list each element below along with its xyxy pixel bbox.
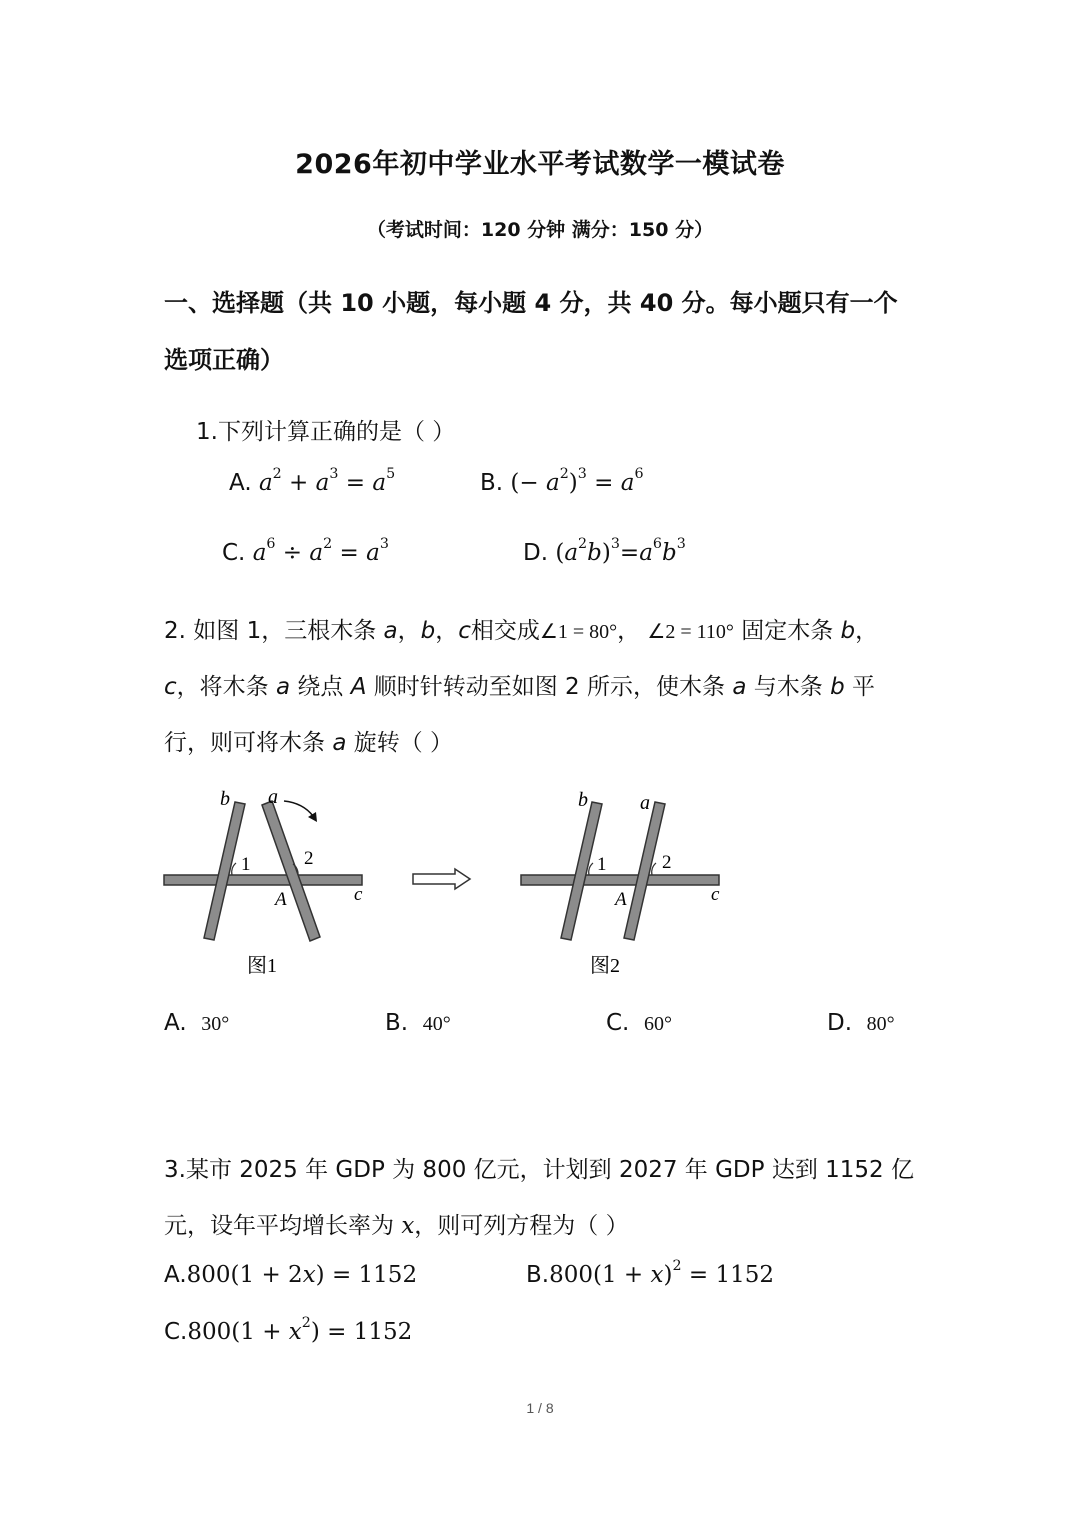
text: ，: [855, 618, 879, 644]
label-b: b: [220, 788, 230, 810]
label-a: a: [268, 786, 278, 808]
option-value: 80°: [866, 1013, 895, 1035]
var-c: c: [164, 674, 177, 700]
transform-arrow: [413, 869, 470, 889]
label-c: c: [354, 884, 363, 905]
q1-option-a: [229, 465, 396, 496]
figure-1-caption: 图1: [247, 955, 277, 977]
q2-line3: [164, 724, 453, 757]
q2-line1: [164, 612, 878, 645]
text: ，: [397, 618, 421, 644]
var-a: a: [732, 674, 747, 700]
page-number: 1 / 8: [526, 1400, 554, 1416]
angle-1-arc: [589, 863, 593, 875]
q2-figures: [0, 780, 1080, 990]
q2-option-b: [385, 1010, 451, 1036]
angle-2-arc: [652, 863, 656, 875]
q2-line2: [164, 668, 875, 701]
var-x: x: [401, 1213, 415, 1239]
option-label: B.: [480, 470, 504, 496]
stick-b: [204, 802, 245, 940]
q2-option-d: [827, 1010, 895, 1036]
math-expr: $a^6 \div a^2 = a^3$: [252, 535, 389, 566]
exam-title: 2026年初中学业水平考试数学一模试卷: [295, 149, 785, 180]
label-point-A: A: [275, 889, 287, 910]
q2-option-a: [164, 1010, 229, 1036]
stick-a: [262, 801, 320, 941]
var-c: c: [458, 618, 471, 644]
var-a: a: [383, 618, 398, 644]
text: 绕点: [290, 674, 351, 700]
math-expr: $(a^2b)^3=a^6b^3$: [555, 535, 686, 566]
section-heading-cont: 选项正确）: [164, 346, 284, 374]
var-a: a: [275, 674, 291, 700]
figure-2-caption: 图2: [590, 955, 620, 977]
label-a: a: [640, 792, 650, 814]
option-value: 30°: [201, 1013, 230, 1035]
option-label: C.: [164, 1319, 188, 1345]
text: 与木条: [746, 674, 831, 700]
stick-c: [164, 875, 362, 885]
option-label: D.: [523, 540, 549, 566]
q3-option-a: [164, 1262, 417, 1288]
right-arrow-icon: [413, 869, 470, 889]
text: 相交成: [470, 618, 540, 644]
label-point-A: A: [615, 889, 627, 910]
stick-b: [561, 802, 602, 940]
math-expr: (− $a^2)^3 = a^6$: [510, 465, 644, 496]
math-expr: $800(1 + x)^2 = 1152$: [549, 1257, 774, 1288]
option-label: A.: [164, 1010, 187, 1036]
option-value: 60°: [644, 1013, 672, 1035]
text: 元，设年平均增长率为: [164, 1213, 402, 1239]
option-label: A.: [164, 1262, 187, 1288]
text: ，: [617, 618, 648, 644]
text: 2. 如图 1，三根木条: [164, 618, 384, 644]
option-label: A.: [229, 470, 252, 496]
label-angle-1: 1: [597, 854, 607, 875]
q2-option-c: [606, 1010, 672, 1036]
label-angle-1: 1: [241, 854, 251, 875]
text: 固定木条: [733, 618, 841, 644]
point-A: A: [350, 674, 367, 700]
math-expr: $800(1 + x^2) = 1152$: [187, 1314, 413, 1345]
q1-stem: 1.下列计算正确的是（ ）: [196, 419, 456, 445]
option-label: C.: [606, 1010, 630, 1036]
var-a: a: [332, 730, 347, 756]
angle-1-value: ∠1 = 80°: [539, 621, 618, 643]
option-label: D.: [827, 1010, 853, 1036]
text: 顺时针转动至如图 2 所示，使木条: [366, 674, 733, 700]
q3-line1: 3.某市 2025 年 GDP 为 800 亿元，计划到 2027 年 GDP 达到 1152 亿: [164, 1157, 914, 1183]
figure-2: [521, 789, 720, 977]
q1-option-d: [523, 535, 686, 566]
option-label: B.: [385, 1010, 409, 1036]
rotation-arrow: [284, 801, 313, 816]
label-angle-2: 2: [662, 852, 672, 873]
section-heading: 一、选择题（共 10 小题，每小题 4 分，共 40 分。每小题只有一个: [164, 289, 898, 317]
text: 旋转（ ）: [346, 730, 454, 756]
q3-line2: [164, 1207, 629, 1240]
option-label: B.: [526, 1262, 550, 1288]
text: ，: [435, 618, 459, 644]
text: ，则可列方程为（ ）: [414, 1213, 629, 1239]
exam-info: （考试时间：120 分钟 满分：150 分）: [366, 219, 714, 241]
math-expr: $a^2 + a^3 = a^5$: [258, 465, 396, 496]
q1-option-b: [480, 465, 644, 496]
text: ，将木条: [176, 674, 276, 700]
text: 行，则可将木条: [164, 730, 333, 756]
var-b: b: [830, 674, 845, 700]
rotation-arrowhead: [308, 812, 317, 822]
label-b: b: [578, 789, 588, 811]
text: 平: [844, 674, 875, 700]
var-b: b: [420, 618, 436, 644]
option-value: 40°: [422, 1013, 451, 1035]
var-b: b: [840, 618, 856, 644]
q1-option-c: [222, 535, 389, 566]
stick-a: [624, 802, 665, 940]
q3-option-b: [526, 1257, 774, 1288]
angle-2-value: ∠2 = 110°: [647, 621, 734, 643]
option-label: C.: [222, 540, 246, 566]
label-angle-2: 2: [304, 848, 314, 869]
stick-c: [521, 875, 719, 885]
label-c: c: [711, 884, 720, 905]
angle-1-arc: [232, 863, 236, 875]
figure-1: [164, 786, 363, 977]
q3-option-c: [164, 1314, 413, 1345]
math-expr: 800(1 + 2x) = 1152: [186, 1262, 418, 1288]
